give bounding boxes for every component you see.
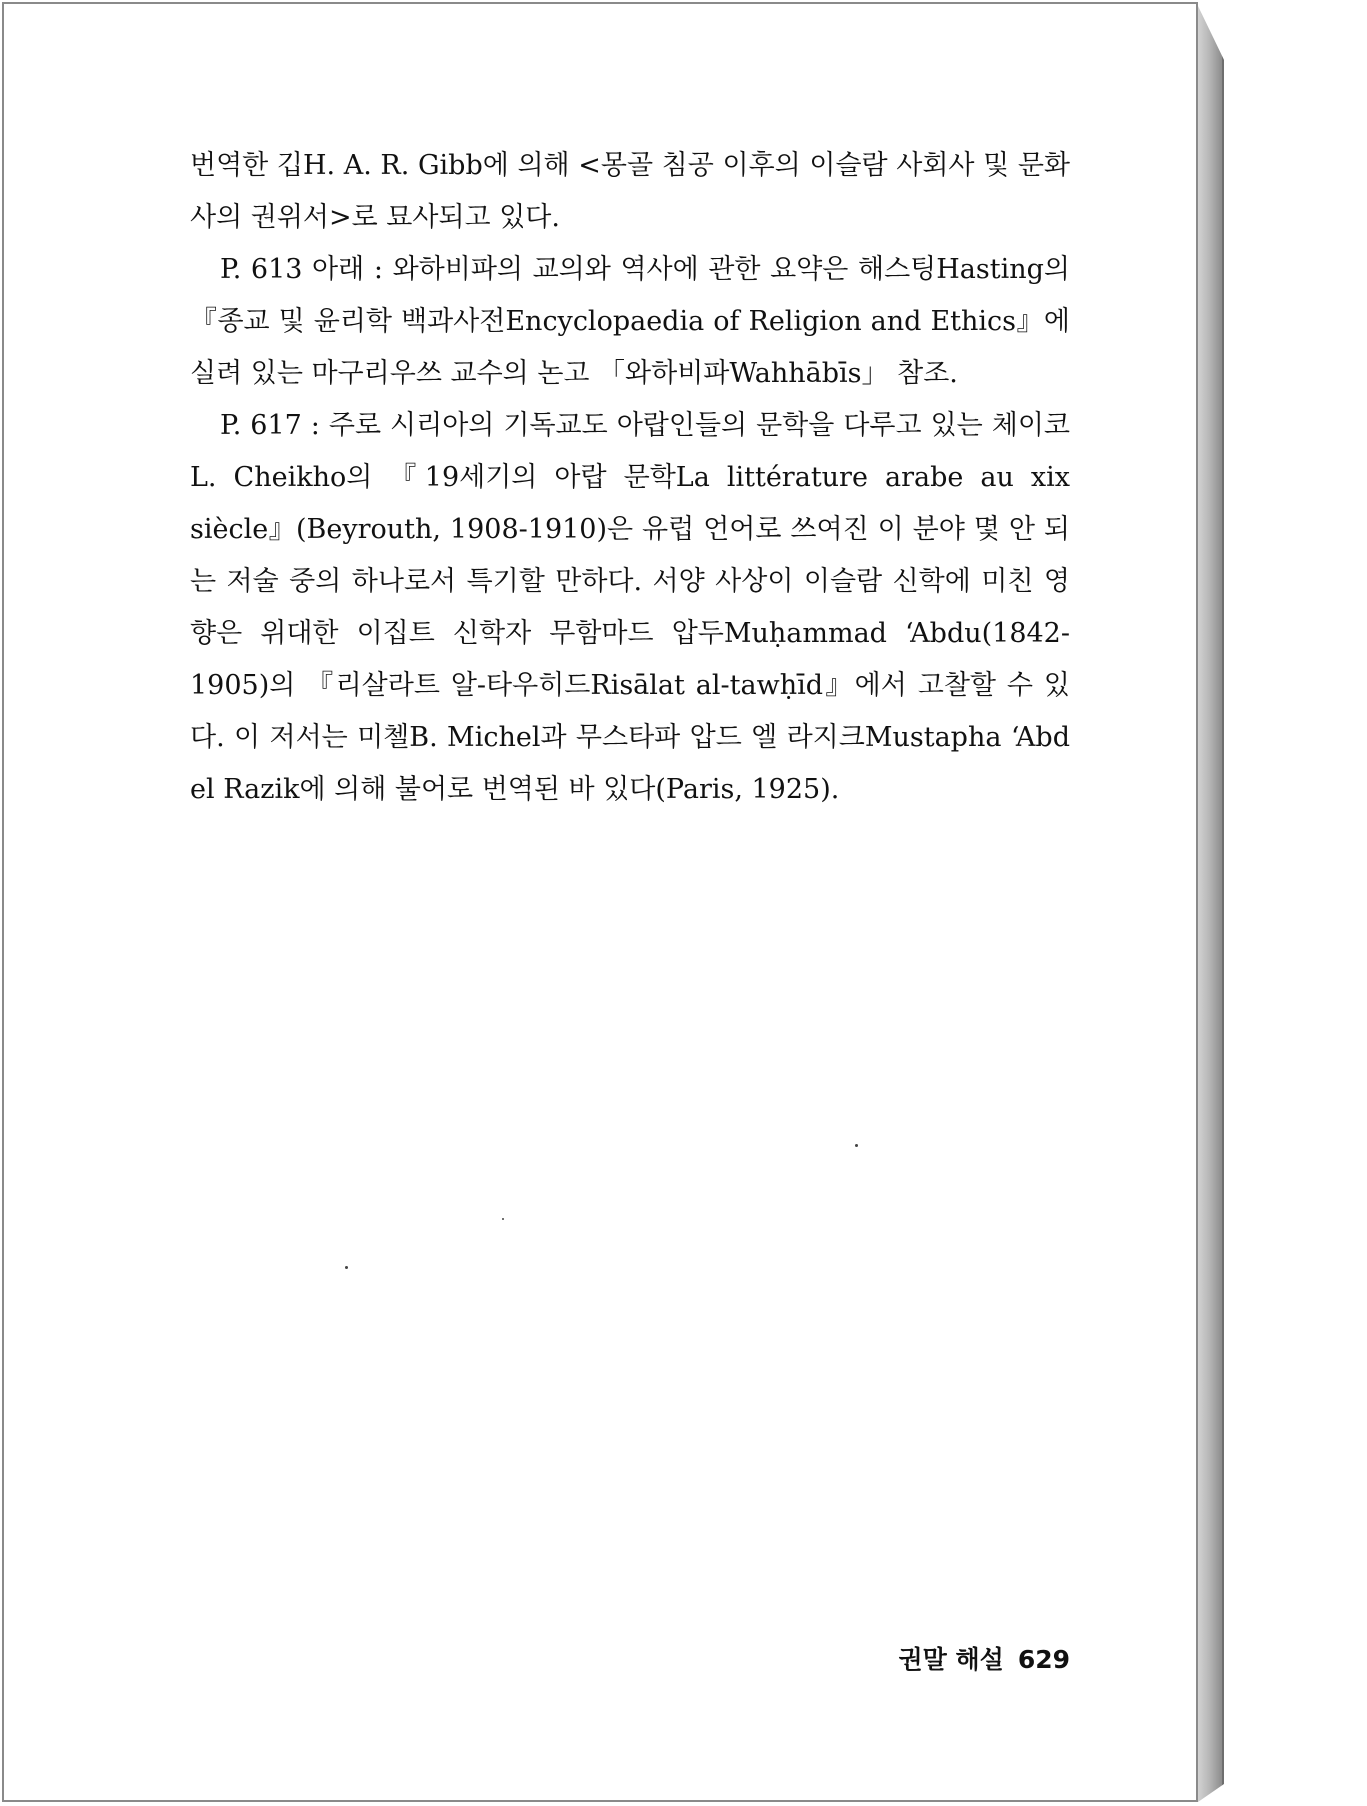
footer-section-title: 권말 해설 bbox=[898, 1645, 1004, 1674]
paragraph-note-p613: P. 613 아래 : 와하비파의 교의와 역사에 관한 요약은 해스팅Hasting의 『종교 및 윤리학 백과사전Encyclopaedia of Religion and Ethics』에 실려 있는 마구리우쓰 교수의 논고 「와하비파Wahhābīs」 참조. bbox=[190, 254, 1070, 389]
paragraph-note-p617: P. 617 : 주로 시리아의 기독교도 아랍인들의 문학을 다루고 있는 체이코L. Cheikho의 『19세기의 아랍 문학La littérature arabe au xix siècle』(Beyrouth, 1908-1910)은 유럽 언어로 쓰여진 이 분야 몇 안 되는 저술 중의 하나로서 특기할 만하다. 서양 사상이 이슬람 신학에 미친 영향은 위대한 이집트 신학자 무함마드 압두Muḥammad ‘Abdu(1842-1905)의 『리살라트 알-타우히드Risālat al-tawḥīd』에서 고찰할 수 있다. 이 저서는 미첼B. Michel과 무스타파 압드 엘 라지크Mustapha ‘Abd el Razik에 의해 불어로 번역된 바 있다(Paris, 1925). bbox=[190, 410, 1070, 805]
scan-speck bbox=[855, 1144, 858, 1147]
body-text bbox=[190, 140, 1070, 816]
scan-speck bbox=[502, 1218, 504, 1220]
page-footer bbox=[760, 1640, 1070, 1676]
page-number: 629 bbox=[1017, 1645, 1070, 1674]
scan-speck bbox=[345, 1266, 348, 1269]
paragraph-continuation: 번역한 깁H. A. R. Gibb에 의해 <몽골 침공 이후의 이슬람 사회사 및 문화사의 권위서>로 묘사되고 있다. bbox=[190, 150, 1070, 233]
page-edge-shadow bbox=[1198, 6, 1224, 1802]
